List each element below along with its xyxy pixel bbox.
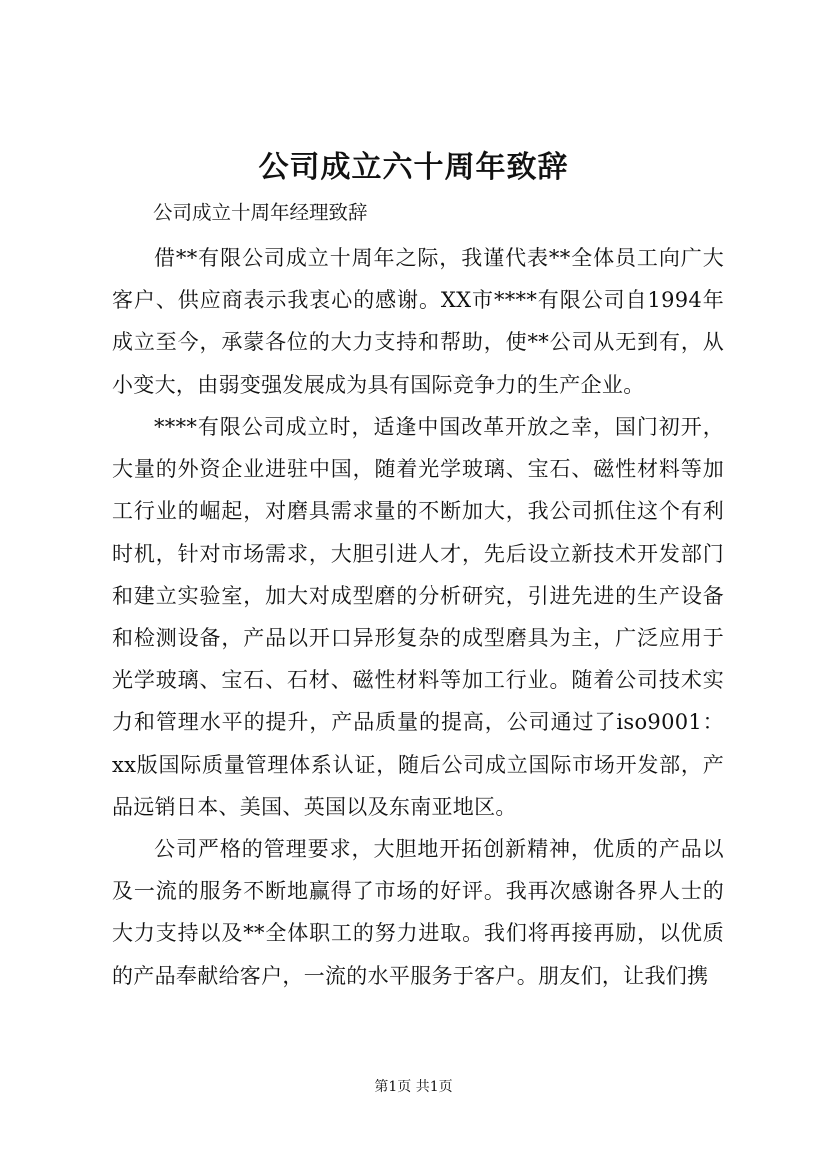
document-subtitle: 公司成立十周年经理致辞 [153,201,368,224]
paragraph-1: 借**有限公司成立十周年之际，我谨代表**全体员工向广大客户、供应商表示我衷心的感谢。XX市****有限公司自1994年成立至今，承蒙各位的大力支持和帮助，使**公司从无到有，从小变大，由弱变强发展成为具有国际竞争力的生产企业。 [112,246,724,397]
paragraph-3: 公司严格的管理要求，大胆地开拓创新精神，优质的产品以及一流的服务不断地赢得了市场的好评。我再次感谢各界人士的大力支持以及**全体职工的努力进取。我们将再接再励，以优质的产品奉献给客户，一流的水平服务于客户。朋友们，让我们携 [112,837,724,988]
document-title: 公司成立六十周年致辞 [258,150,569,185]
paragraph-2: ****有限公司成立时，适逢中国改革开放之幸，国门初开，大量的外资企业进驻中国，随着光学玻璃、宝石、磁性材料等加工行业的崛起，对磨具需求量的不断加大，我公司抓住这个有利时机，针对市场需求，大胆引进人才，先后设立新技术开发部门和建立实验室，加大对成型磨的分析研究，引进先进的生产设备和检测设备，产品以开口异形复杂的成型磨具为主，广泛应用于光学玻璃、宝石、石材、磁性材料等加工行业。随着公司技术实力和管理水平的提升，产品质量的提高，公司通过了iso9001：xx版国际质量管理体系认证，随后公司成立国际市场开发部，产品远销日本、美国、英国以及东南亚地区。 [112,415,724,819]
page-footer: 第1页 共1页 [374,1079,453,1095]
